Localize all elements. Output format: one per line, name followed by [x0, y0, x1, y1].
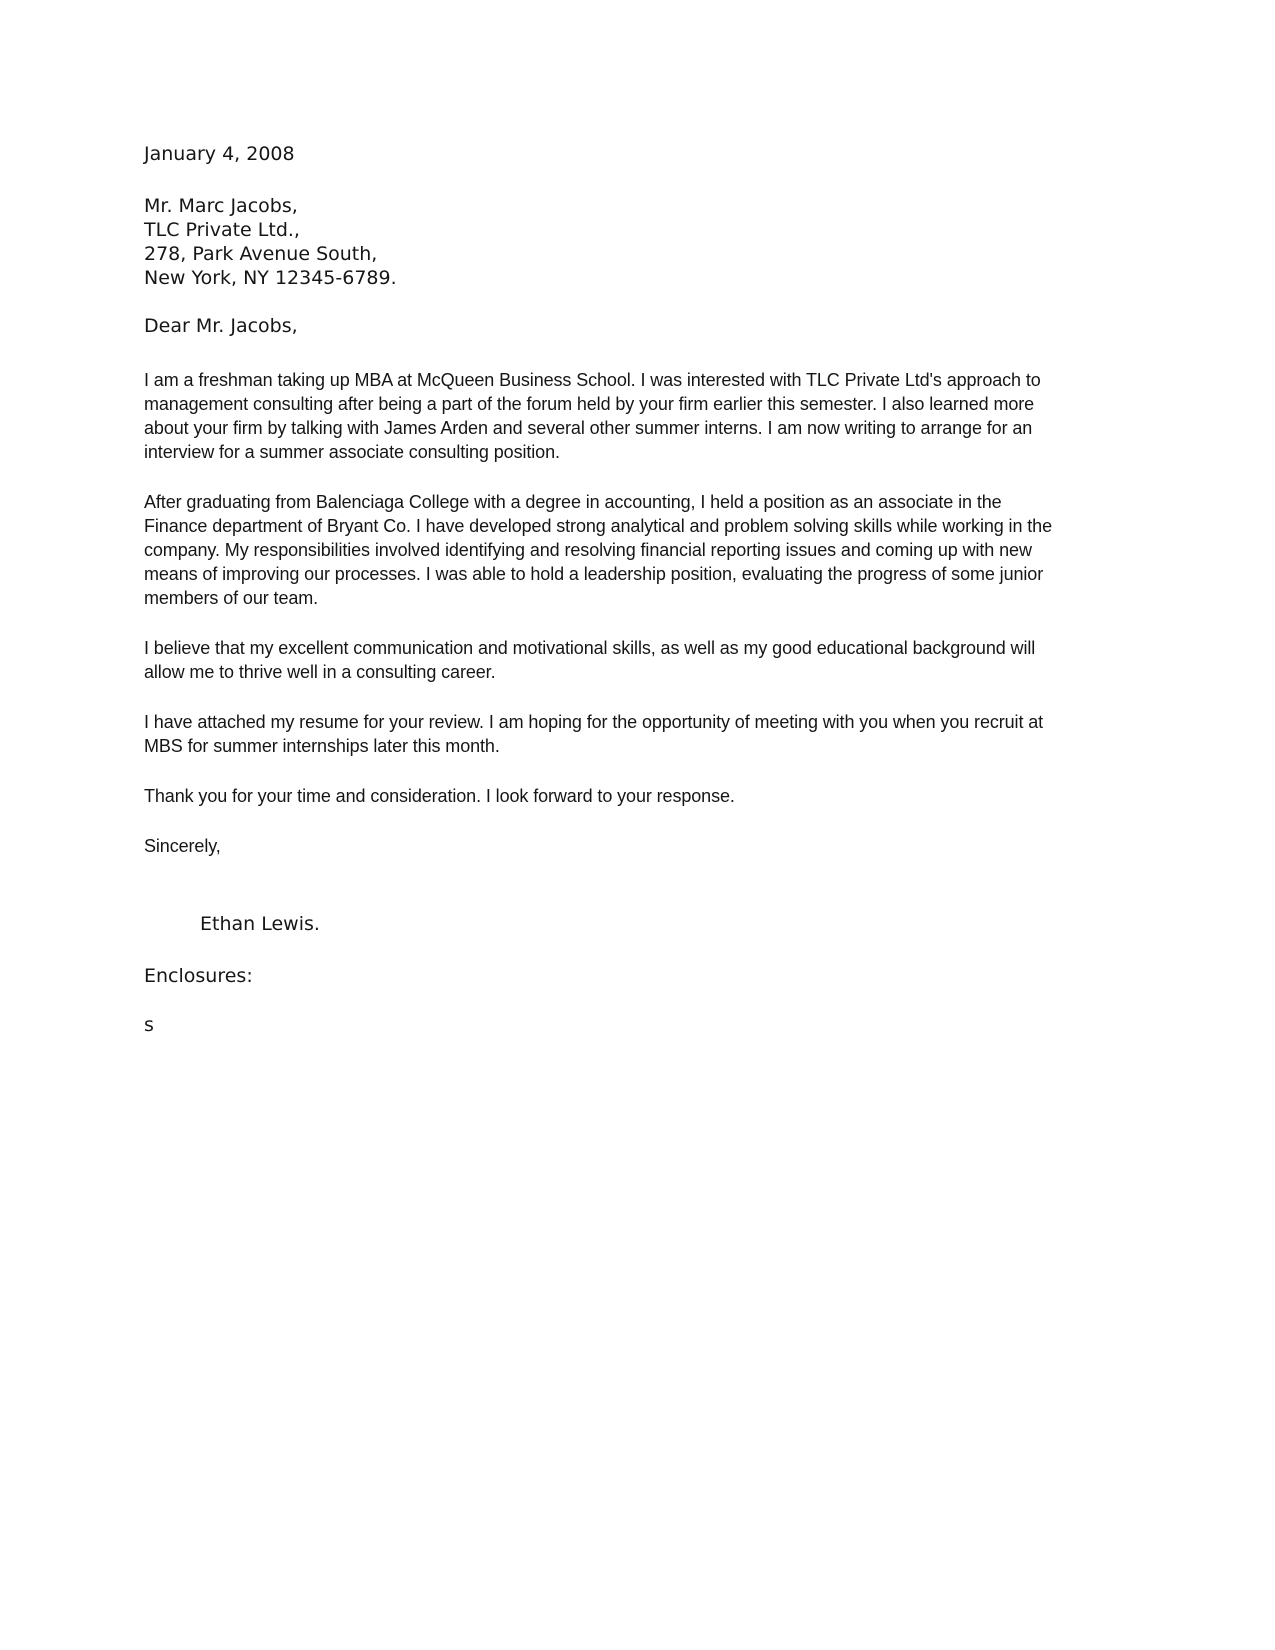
body-paragraph-3: I believe that my excellent communication and motivational skills, as well as my good educational background will allow me to thrive well in a consulting career. [144, 638, 1036, 682]
closing-line: Sincerely, [144, 836, 221, 856]
stray-character: s [144, 1014, 154, 1036]
body-paragraph-2: After graduating from Balenciaga College with a degree in accounting, I held a position as an associate in the Finance department of Bryant Co. I have developed strong analytical and problem solving skills while working in the company. My responsibilities involved identifying and resolving financial reporting issues and coming up with new means of improving our processes. I was able to hold a leadership position, evaluating the progress of some junior members of our team. [144, 492, 1052, 608]
recipient-city-line: New York, NY 12345-6789. [144, 267, 397, 289]
recipient-company-line: TLC Private Ltd., [144, 219, 300, 241]
recipient-address-block [144, 194, 1067, 290]
enclosures-label: Enclosures: [144, 965, 253, 987]
body-paragraph-1: I am a freshman taking up MBA at McQueen Business School. I was interested with TLC Private Ltd's approach to management consulting after being a part of the forum held by your firm earlier this semester. I also learned more about your firm by talking with James Arden and several other summer interns. I am now writing to arrange for an interview for a summer associate consulting position. [144, 370, 1041, 462]
body-paragraph-4: I have attached my resume for your review. I am hoping for the opportunity of meeting with you when you recruit at MBS for summer internships later this month. [144, 712, 1044, 756]
body-paragraph-5: Thank you for your time and consideration. I look forward to your response. [144, 786, 735, 806]
recipient-name-line: Mr. Marc Jacobs, [144, 195, 298, 217]
salutation: Dear Mr. Jacobs, [144, 315, 298, 337]
recipient-street-line: 278, Park Avenue South, [144, 243, 378, 265]
letter-date: January 4, 2008 [144, 143, 295, 165]
signature-name: Ethan Lewis. [200, 913, 320, 935]
